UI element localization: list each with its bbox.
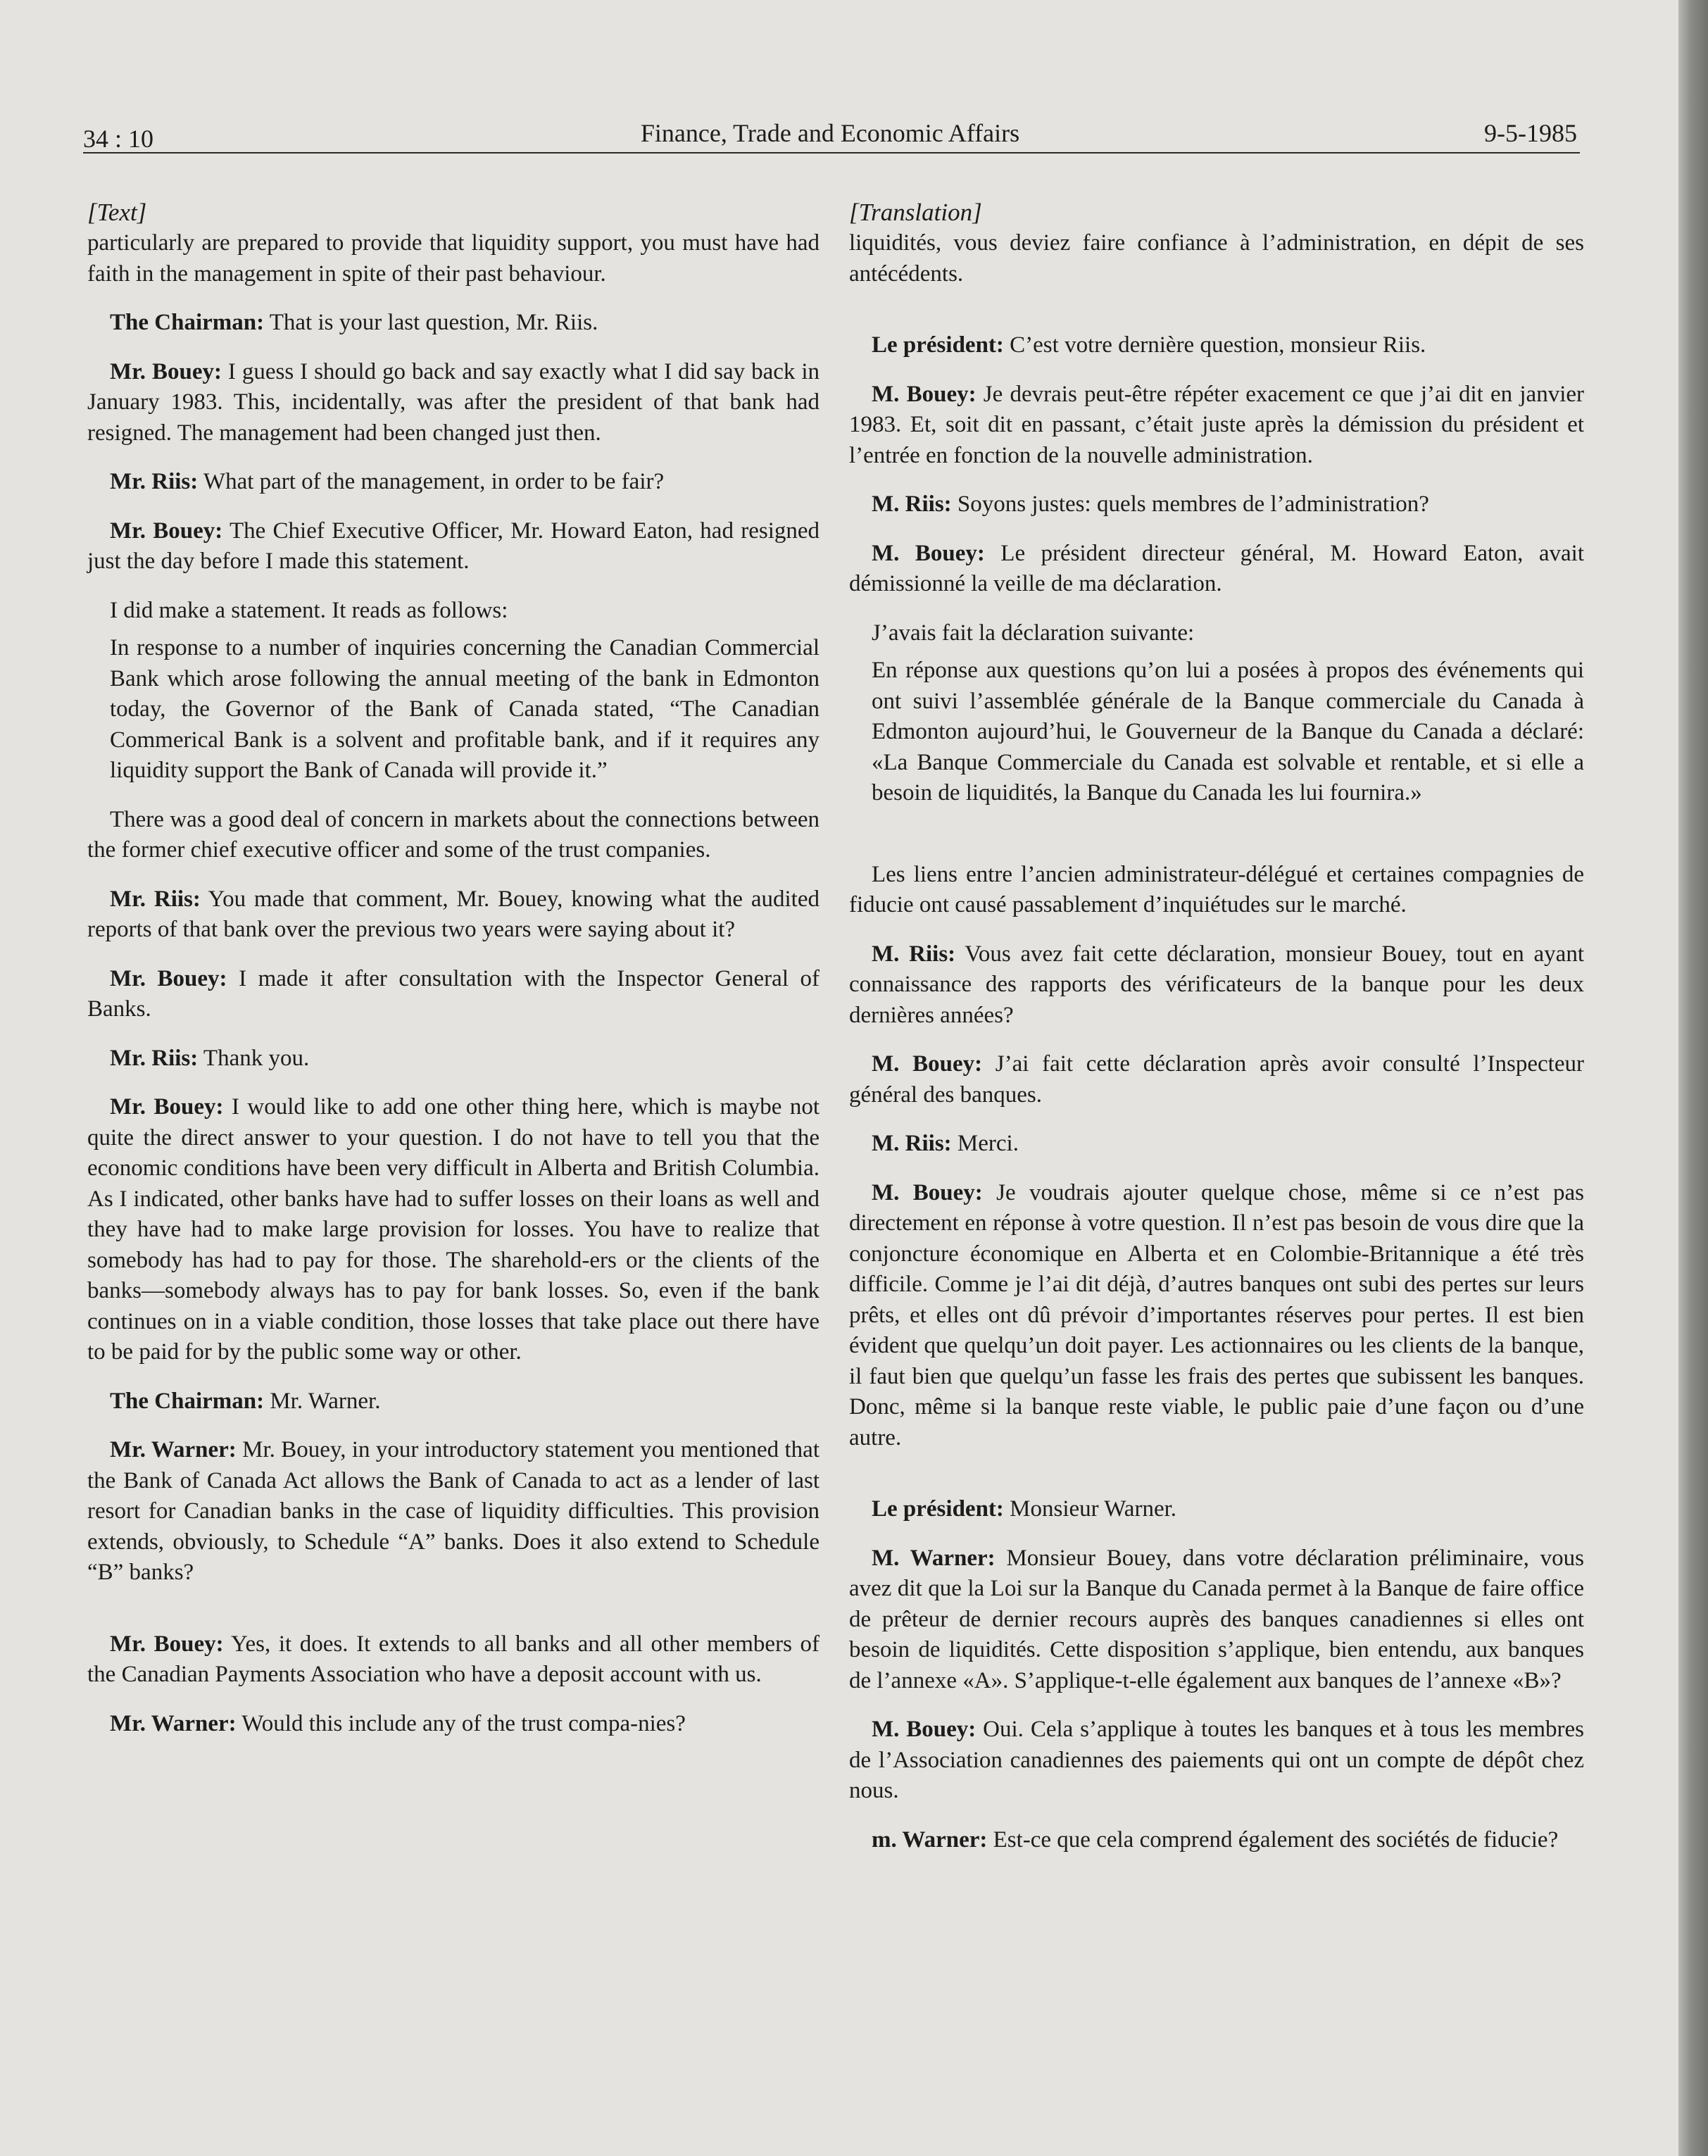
english-column <box>87 197 820 1739</box>
paragraph: particularly are prepared to provide that liquidity support, you must have had faith in the management in spite of their past behaviour. <box>87 230 820 287</box>
translation-label: [Translation] <box>849 199 982 226</box>
speaker-name: M. Bouey: <box>872 1179 983 1205</box>
speaker-name: Le président: <box>872 1496 1004 1522</box>
speech-paragraph: Le président: C’est votre dernière question, monsieur Riis. <box>872 332 1426 358</box>
speaker-name: Mr. Riis: <box>110 469 199 494</box>
speaker-name: M. Riis: <box>872 491 952 517</box>
speech-paragraph: Mr. Bouey: Yes, it does. It extends to all banks and all other members of the Canadian Payments Association who have a deposit account with us. <box>87 1631 820 1687</box>
speech-paragraph: M. Warner: Monsieur Bouey, dans votre déclaration préliminaire, vous avez dit que la Loi sur la Banque du Canada permet à la Banque de faire office de prêteur de dernier recours auprès des banques canadiennes si elles ont besoin de liquidités. Cette disposition s’applique, bien entendu, aux banques de l’annexe «A». S’applique-t-elle également aux banques de l’annexe «B»? <box>849 1545 1584 1693</box>
speaker-name: Le président: <box>872 332 1004 358</box>
speaker-name: M. Bouey: <box>872 1717 977 1742</box>
publication-title: Finance, Trade and Economic Affairs <box>640 119 1020 147</box>
speaker-name: M. Riis: <box>872 1131 952 1156</box>
text-label: [Text] <box>87 199 147 226</box>
block-quote: In response to a number of inquiries concerning the Canadian Commercial Bank which arose following the annual meeting of the bank in Edmonton today, the Governor of the Bank of Canada stated, “The Canadian Commerical Bank is a solvent and profitable bank, and if it requires any liquidity support the Bank of Canada will provide it.” <box>110 635 820 783</box>
speaker-name: Mr. Bouey: <box>110 1631 224 1657</box>
speech-paragraph: Le président: Monsieur Warner. <box>872 1496 1177 1522</box>
speaker-name: Mr. Warner: <box>110 1437 237 1462</box>
speaker-name: Mr. Warner: <box>110 1710 237 1736</box>
paragraph: I did make a statement. It reads as follows: <box>110 597 508 623</box>
paragraph: liquidités, vous deviez faire confiance à l’administration, en dépit de ses antécédents. <box>849 230 1584 287</box>
speaker-name: The Chairman: <box>110 1388 265 1414</box>
block-quote: En réponse aux questions qu’on lui a posées à propos des événements qui ont suivi l’assemblée générale de la Banque commerciale du Canada à Edmonton aujourd’hui, le Gouverneur de la Banque du Canada a déclaré: «La Banque Commerciale du Canada est solvable et rentable, et si elle a besoin de liquidités, la Banque du Canada les lui fournira.» <box>872 658 1584 806</box>
speaker-name: M. Bouey: <box>872 381 977 407</box>
speaker-name: Mr. Bouey: <box>110 358 222 384</box>
paragraph: J’avais fait la déclaration suivante: <box>872 620 1195 646</box>
speaker-name: The Chairman: <box>110 310 265 335</box>
speech-paragraph: m. Warner: Est-ce que cela comprend également des sociétés de fiducie? <box>872 1826 1559 1853</box>
speech-paragraph: Mr. Riis: Thank you. <box>110 1045 310 1071</box>
speaker-name: Mr. Riis: <box>110 886 201 912</box>
speech-paragraph: Mr. Riis: You made that comment, Mr. Bouey, knowing what the audited reports of that bank over the previous two years were saying about it? <box>87 886 820 942</box>
publication-date: 9-5-1985 <box>1484 119 1577 147</box>
speaker-name: m. Warner: <box>872 1826 988 1853</box>
speech-paragraph: M. Bouey: J’ai fait cette déclaration après avoir consulté l’Inspecteur général des banques. <box>849 1051 1584 1108</box>
speaker-name: Mr. Bouey: <box>110 1094 224 1120</box>
speech-paragraph: M. Riis: Vous avez fait cette déclaration, monsieur Bouey, tout en ayant connaissance des rapports des vérificateurs de la banque pour les deux dernières années? <box>849 941 1585 1028</box>
speech-paragraph: Mr. Bouey: I guess I should go back and say exactly what I did say back in January 1983. This, incidentally, was after the president of that bank had resigned. The management had been changed just then. <box>87 358 820 446</box>
speech-paragraph: The Chairman: That is your last question, Mr. Riis. <box>110 310 598 335</box>
speaker-name: M. Bouey: <box>872 1051 983 1077</box>
speech-paragraph: M. Bouey: Je voudrais ajouter quelque chose, même si ce n’est pas directement en réponse à votre question. Il n’est pas besoin de vous dire que la conjoncture économique en Alberta et en Colombie-Britannique a été très difficile. Comme je l’ai dit déjà, d’autres banques ont subi des pertes sur leurs prêts, et elles ont dû prévoir d’importantes réserves pour pertes. Il est bien évident que quelqu’un doit payer. Les actionnaires ou les clients de la banque, il faut bien que quelqu’un fasse les frais des pertes que subissent les banques. Donc, même si la banque reste viable, le public paie d’une façon ou d’une autre. <box>849 1179 1584 1450</box>
speech-paragraph: Mr. Warner: Mr. Bouey, in your introductory statement you mentioned that the Bank of Canada Act allows the Bank of Canada to act as a lender of last resort for Canadian banks in the case of liquidity difficulties. This provision extends, obviously, to Schedule “A” banks. Does it also extend to Schedule “B” banks? <box>87 1437 820 1585</box>
speech-paragraph: Mr. Bouey: I made it after consultation with the Inspector General of Banks. <box>87 965 820 1022</box>
running-head <box>83 118 1577 153</box>
header-rule <box>83 152 1580 153</box>
french-column <box>849 197 1584 1855</box>
speech-paragraph: Mr. Bouey: The Chief Executive Officer, Mr. Howard Eaton, had resigned just the day before I made this statement. <box>87 518 820 574</box>
speaker-name: M. Bouey: <box>872 540 985 566</box>
speech-paragraph: The Chairman: Mr. Warner. <box>110 1388 381 1414</box>
speech-paragraph: M. Bouey: Je devrais peut-être répéter exacement ce que j’ai dit en janvier 1983. Et, soit dit en passant, c’était juste après la démission du président et l’entrée en fonction de la nouvelle administration. <box>849 381 1585 468</box>
page-edge-shadow <box>1678 0 1708 2156</box>
speaker-name: M. Warner: <box>872 1545 996 1571</box>
speech-paragraph: Mr. Riis: What part of the management, in order to be fair? <box>110 469 665 494</box>
paragraph: There was a good deal of concern in markets about the connections between the former chief executive officer and some of the trust companies. <box>87 806 820 863</box>
speech-paragraph: M. Bouey: Le président directeur général, M. Howard Eaton, avait démissionné la veille de ma déclaration. <box>849 540 1584 596</box>
speech-paragraph: Mr. Warner: Would this include any of the trust compa-nies? <box>110 1710 686 1736</box>
speaker-name: Mr. Riis: <box>110 1045 199 1071</box>
speaker-name: Mr. Bouey: <box>110 518 223 544</box>
page-number: 34 : 10 <box>83 125 154 153</box>
paragraph: Les liens entre l’ancien administrateur-délégué et certaines compagnies de fiducie ont causé passablement d’inquiétudes sur le marché. <box>849 861 1584 917</box>
speaker-name: Mr. Bouey: <box>110 965 227 991</box>
speech-paragraph: M. Riis: Soyons justes: quels membres de l’administration? <box>872 491 1429 517</box>
speaker-name: M. Riis: <box>872 941 956 967</box>
speech-paragraph: Mr. Bouey: I would like to add one other thing here, which is maybe not quite the direct answer to your question. I do not have to tell you that the economic conditions have been very difficult in Alberta and British Columbia. As I indicated, other banks have had to suffer losses on their loans as well and they have had to make large provision for losses. You have to realize that somebody has had to pay for those. The sharehold-ers or the clients of the banks—somebody always has to pay for bank losses. So, even if the bank continues on in a viable condition, those losses that take place out there have to be paid for by the public some way or other. <box>87 1094 820 1365</box>
speech-paragraph: M. Riis: Merci. <box>872 1131 1019 1156</box>
speech-paragraph: M. Bouey: Oui. Cela s’applique à toutes les banques et à tous les membres de l’Association canadiennes des paiements qui ont un compte de dépôt chez nous. <box>849 1717 1585 1803</box>
